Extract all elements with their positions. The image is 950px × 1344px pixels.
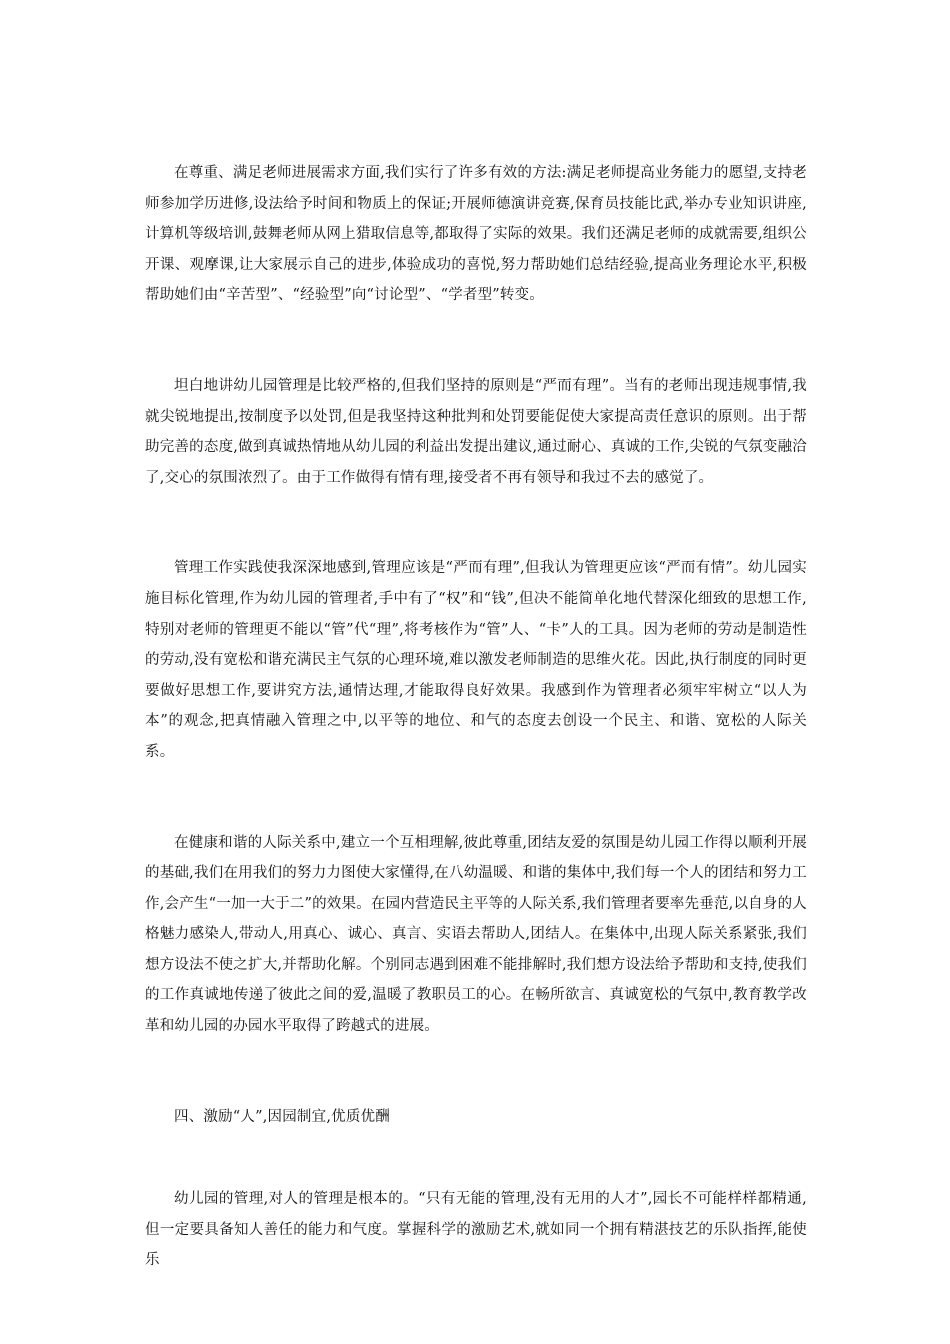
- paragraph-teacher-development: 在尊重、满足老师进展需求方面,我们实行了许多有效的方法:满足老师提高业务能力的愿望,支持老师参加学历进修,设法给予时间和物质上的保证;开展师德演讲竞赛,保育员技能比武,举办专业知识讲座,计算机等级培训,鼓舞老师从网上猎取信息等,都取得了实际的效果。我们还满足老师的成就需要,组织公开课、观摩课,让大家展示自己的进步,体验成功的喜悦,努力帮助她们总结经验,提高业务理论水平,积极帮助她们由“辛苦型”、“经验型”向“讨论型”、“学者型”转变。: [145, 165, 807, 304]
- paragraph-strict-with-feeling: 管理工作实践使我深深地感到,管理应该是“严而有理”,但我认为管理更应该“严而有情”。幼儿园实施目标化管理,作为幼儿园的管理者,手中有了“权”和“钱”,但决不能简单化地代替深化细致的思想工作,特别对老师的管理更不能以“管”代“理”,将考核作为“管”人、“卡”人的工具。因为老师的劳动是制造性的劳动,没有宽松和谐充满民主气氛的心理环境,难以激发老师制造的思维火花。因此,执行制度的同时更要做好思想工作,要讲究方法,通情达理,才能取得良好效果。我感到作为管理者必须牢牢树立“以人为本”的观念,把真情融入管理之中,以平等的地位、和气的态度去创设一个民主、和谐、宽松的人际关系。: [145, 560, 807, 760]
- section-heading-motivation: 四、激励“人”,因园制宜,优质优酬: [174, 1108, 390, 1125]
- paragraph-strict-with-reason: 坦白地讲幼儿园管理是比较严格的,但我们坚持的原则是“严而有理”。当有的老师出现违规事情,我就尖锐地提出,按制度予以处罚,但是我坚持这种批判和处罚要能促使大家提高责任意识的原则。出于帮助完善的态度,做到真诚热情地从幼儿园的利益出发提出建议,通过耐心、真诚的工作,尖锐的气氛变融洽了,交心的氛围浓烈了。由于工作做得有情有理,接受者不再有领导和我过不去的感觉了。: [145, 377, 807, 486]
- paragraph-harmonious-relations: 在健康和谐的人际关系中,建立一个互相理解,彼此尊重,团结友爱的氛围是幼儿园工作得以顺利开展的基础,我们在用我们的努力力图使大家懂得,在八幼温暖、和谐的集体中,我们每一个人的团结和努力工作,会产生“一加一大于二”的效果。在园内营造民主平等的人际关系,我们管理者要率先垂范,以自身的人格魅力感染人,带动人,用真心、诚心、真言、实语去帮助人,团结人。在集体中,出现人际关系紧张,我们想方设法不使之扩大,并帮助化解。个别同志遇到困难不能排解时,我们想方设法给予帮助和支持,使我们的工作真诚地传递了彼此之间的爱,温暖了教职员工的心。在畅所欲言、真诚宽松的气氛中,教育教学改革和幼儿园的办园水平取得了跨越式的进展。: [145, 834, 807, 1035]
- document-body: [145, 158, 807, 1336]
- paragraph-people-management: 幼儿园的管理,对人的管理是根本的。“只有无能的管理,没有无用的人才”,园长不可能样样都精通,但一定要具备知人善任的能力和气度。掌握科学的激励艺术,就如同一个拥有精湛技艺的乐队指挥,能使乐: [145, 1191, 807, 1269]
